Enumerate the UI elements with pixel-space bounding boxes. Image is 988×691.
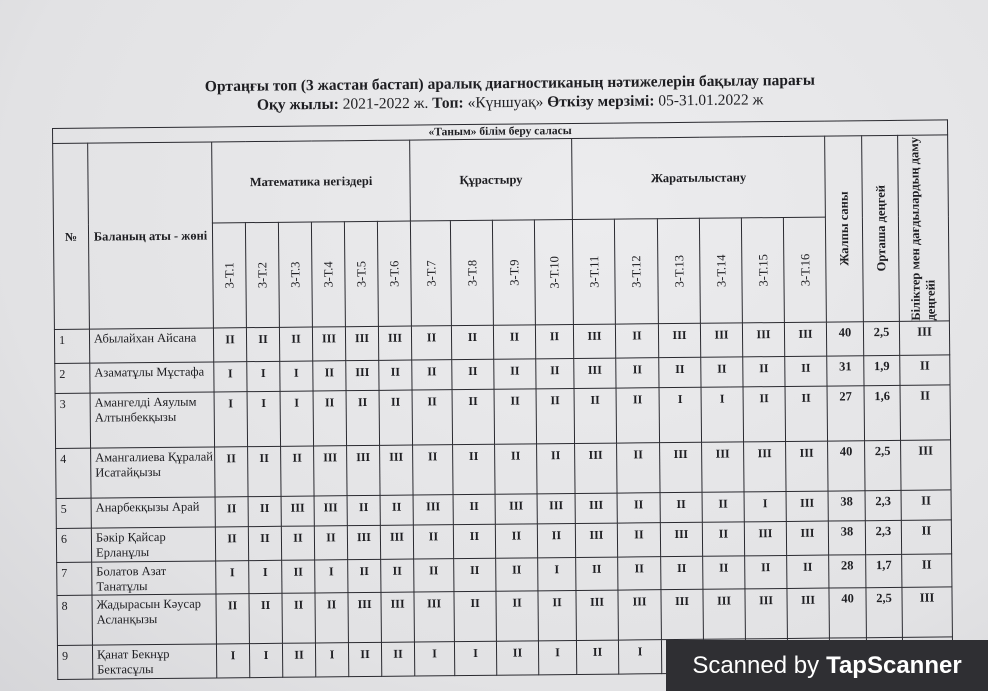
col-total-header	[825, 136, 864, 322]
task-mark: III	[380, 445, 413, 495]
task-label: 3-Т.14	[713, 254, 729, 287]
group-nature-header: Жаратылыстану	[572, 136, 826, 219]
task-mark: I	[280, 391, 314, 446]
task-mark: II	[282, 593, 315, 643]
task-mark: II	[701, 357, 743, 387]
col-number-header: №	[53, 143, 90, 329]
task-mark: II	[454, 558, 496, 591]
total-score: 38	[828, 521, 865, 555]
task-mark: III	[787, 588, 829, 638]
task-mark: III	[314, 446, 347, 496]
skills-level: III	[902, 587, 952, 637]
watermark-prefix: Scanned by	[692, 651, 820, 679]
average-level: 1,7	[866, 554, 902, 587]
skills-level: III	[901, 440, 951, 490]
average-level: 2,3	[865, 490, 901, 520]
task-mark: II	[282, 560, 315, 593]
skills-level: III	[899, 321, 949, 355]
task-mark: II	[414, 559, 454, 592]
task-header	[344, 221, 378, 326]
task-mark: III	[658, 323, 700, 357]
task-mark: II	[495, 444, 537, 494]
col-total-label: Жалпы саны	[836, 191, 852, 267]
task-mark: II	[496, 558, 538, 591]
task-mark: III	[414, 592, 454, 642]
task-header	[377, 221, 411, 326]
task-mark: II	[616, 358, 659, 388]
task-mark: II	[452, 359, 494, 389]
task-mark: II	[745, 555, 787, 588]
task-mark: II	[703, 556, 745, 589]
task-mark: II	[453, 444, 495, 494]
average-level: 1,9	[864, 355, 900, 385]
task-mark: III	[742, 322, 784, 356]
task-mark: I	[618, 640, 661, 674]
task-mark: III	[618, 590, 661, 640]
task-mark: II	[451, 325, 493, 359]
task-mark: III	[346, 360, 379, 390]
task-mark: I	[247, 391, 281, 446]
task-mark: I	[659, 387, 702, 442]
col-name-header: Баланың аты - жөні	[88, 142, 214, 329]
task-header	[614, 219, 658, 324]
task-mark: III	[703, 589, 745, 639]
group-math-header: Математика негіздері	[212, 140, 411, 223]
task-header	[245, 222, 279, 327]
table-row	[56, 440, 951, 499]
task-header	[212, 223, 246, 328]
task-mark: II	[215, 527, 248, 561]
task-mark: III	[786, 521, 828, 555]
task-label: 3-Т.4	[321, 261, 336, 288]
child-name: Азаматұлы Мұстафа	[90, 362, 214, 393]
task-mark: I	[249, 643, 282, 677]
task-mark: III	[576, 590, 618, 640]
area-header: «Таным» білім беру саласы	[53, 120, 948, 144]
task-mark: II	[248, 496, 281, 526]
child-name: Бәкір Қайсар Ерланұлы	[91, 527, 215, 562]
row-number: 1	[54, 329, 89, 363]
scanner-watermark	[666, 640, 988, 691]
total-score: 40	[828, 441, 865, 491]
child-name: Амангелді Аяулым Алтынбекқызы	[90, 392, 215, 448]
task-mark: II	[213, 328, 246, 362]
row-number: 9	[57, 645, 92, 679]
task-mark: II	[617, 493, 660, 523]
task-mark: II	[215, 497, 248, 527]
task-mark: I	[216, 644, 249, 678]
year-label: Оқу жылы:	[256, 95, 339, 114]
task-mark: I	[454, 641, 496, 675]
average-level: 2,5	[866, 587, 902, 637]
task-mark: III	[660, 522, 702, 556]
row-number: 6	[56, 528, 91, 562]
task-mark: I	[249, 560, 282, 593]
row-number: 7	[57, 562, 92, 595]
task-label: 3-Т.9	[506, 259, 522, 286]
task-header	[311, 222, 345, 327]
skills-level: II	[900, 355, 950, 385]
task-mark: II	[215, 447, 248, 497]
period-value: 05-31.01.2022 ж	[658, 91, 764, 110]
task-mark: II	[411, 326, 451, 360]
task-mark: II	[661, 556, 703, 589]
table-row	[57, 587, 952, 646]
task-mark: III	[700, 323, 742, 357]
row-number: 4	[56, 448, 91, 498]
period-label: Өткізу мерзімі:	[547, 92, 655, 111]
task-mark: II	[248, 526, 281, 560]
task-mark: II	[313, 391, 347, 446]
task-header	[278, 222, 312, 327]
child-name: Амангалиева Құралай Исатайқызы	[91, 447, 215, 498]
task-header	[572, 219, 615, 324]
task-mark: II	[380, 495, 413, 525]
task-mark: II	[574, 388, 617, 443]
task-mark: III	[575, 493, 617, 523]
average-level: 2,5	[863, 321, 899, 355]
task-mark: I	[247, 361, 280, 391]
child-name: Абылайхан Айсана	[89, 328, 213, 363]
task-mark: II	[348, 559, 381, 592]
task-label: 3-Т.1	[222, 262, 237, 289]
task-mark: III	[537, 493, 575, 523]
task-mark: III	[380, 525, 413, 559]
total-score: 40	[826, 322, 863, 356]
average-level: 2,3	[865, 520, 901, 554]
task-label: 3-Т.7	[423, 260, 439, 287]
task-mark: III	[786, 491, 828, 521]
total-score: 31	[827, 356, 864, 386]
task-mark: II	[660, 492, 702, 522]
task-mark: II	[216, 594, 249, 644]
task-mark: I	[744, 491, 786, 521]
task-mark: II	[702, 492, 744, 522]
task-label: 3-Т.15	[755, 253, 771, 287]
task-mark: II	[246, 327, 279, 361]
task-mark: II	[313, 361, 346, 391]
task-mark: II	[616, 388, 660, 443]
task-mark: II	[536, 389, 575, 444]
task-header	[783, 217, 826, 322]
task-mark: II	[413, 445, 453, 495]
task-mark: II	[536, 359, 574, 389]
task-mark: II	[412, 360, 452, 390]
group-value: «Күншуақ»	[467, 93, 544, 112]
task-mark: II	[381, 642, 414, 676]
task-mark: II	[454, 591, 496, 641]
task-mark: III	[314, 496, 347, 526]
group-construction-header: Құрастыру	[410, 139, 573, 222]
col-level-label: Біліктер мен дағдылардың даму деңгейі	[906, 136, 938, 321]
skills-level: II	[901, 490, 951, 520]
task-header	[534, 220, 573, 325]
child-name: Жадырасын Кәусар Асланқызы	[92, 594, 216, 645]
task-label: 3-Т.3	[288, 261, 303, 288]
diagnostic-sheet	[52, 119, 953, 680]
task-mark: II	[785, 386, 828, 441]
skills-level: II	[901, 520, 951, 554]
total-score: 27	[827, 386, 865, 441]
task-mark: II	[617, 523, 660, 557]
task-mark: II	[495, 524, 537, 558]
task-mark: II	[281, 446, 314, 496]
task-mark: I	[414, 642, 454, 676]
task-mark: III	[347, 445, 380, 495]
task-mark: I	[701, 387, 744, 442]
task-mark: III	[345, 326, 378, 360]
task-mark: III	[281, 496, 314, 526]
task-mark: I	[315, 560, 348, 593]
row-number: 8	[57, 595, 92, 645]
task-mark: II	[617, 443, 660, 493]
child-name: Болатов Азат Танатұлы	[92, 561, 216, 595]
task-mark: I	[315, 643, 348, 677]
task-mark: II	[315, 593, 348, 643]
task-mark: II	[618, 557, 661, 590]
task-mark: II	[348, 642, 381, 676]
task-mark: I	[214, 362, 247, 392]
task-label: 3-Т.6	[387, 260, 402, 287]
task-mark: II	[496, 591, 538, 641]
task-mark: II	[743, 386, 786, 441]
task-mark: II	[453, 524, 495, 558]
task-header	[741, 217, 784, 322]
task-mark: I	[538, 557, 576, 590]
task-header	[699, 218, 742, 323]
task-mark: II	[413, 525, 453, 559]
row-number: 5	[56, 498, 91, 528]
task-mark: I	[538, 640, 576, 674]
task-label: 3-Т.8	[464, 259, 480, 287]
group-label: Топ:	[432, 94, 464, 112]
task-mark: II	[494, 389, 537, 444]
task-mark: II	[537, 523, 575, 557]
task-mark: III	[744, 521, 786, 555]
task-mark: II	[702, 522, 744, 556]
task-mark: II	[347, 495, 380, 525]
task-mark: III	[347, 525, 380, 559]
watermark-brand: TapScanner	[826, 651, 962, 679]
task-mark: I	[214, 392, 248, 447]
task-header	[450, 220, 493, 325]
task-header	[657, 218, 700, 323]
task-header	[492, 220, 535, 325]
task-mark: III	[574, 358, 616, 388]
task-mark: II	[314, 526, 347, 560]
task-mark: II	[785, 356, 827, 386]
task-mark: II	[412, 390, 453, 445]
average-level: 1,6	[864, 385, 901, 440]
skills-level: II	[902, 554, 952, 587]
child-name: Қанат Бекнұр Бектасұлы	[92, 644, 216, 679]
document-title-block	[130, 70, 890, 116]
document-title: Ортаңғы топ (3 жастан бастап) аралық диагностиканың нәтижелерін бақылау парағы	[204, 71, 815, 96]
table-row	[55, 385, 950, 449]
task-mark: II	[452, 389, 495, 444]
task-mark: II	[576, 557, 618, 590]
task-mark: II	[576, 640, 618, 674]
task-mark: II	[281, 526, 314, 560]
total-score: 38	[828, 491, 865, 521]
task-mark: III	[786, 441, 828, 491]
task-mark: II	[493, 325, 535, 359]
task-mark: III	[745, 588, 787, 638]
task-mark: III	[381, 592, 414, 642]
task-mark: II	[379, 360, 412, 390]
task-mark: III	[573, 324, 615, 358]
total-score: 28	[829, 555, 866, 588]
task-mark: II	[659, 357, 701, 387]
task-label: 3-Т.12	[629, 255, 644, 288]
task-mark: III	[575, 523, 617, 557]
task-mark: II	[379, 390, 413, 445]
task-label: 3-Т.11	[586, 255, 602, 288]
task-mark: III	[495, 494, 537, 524]
task-mark: III	[661, 589, 703, 639]
task-label: 3-Т.13	[671, 254, 687, 288]
col-level-header	[898, 135, 950, 321]
task-label: 3-Т.2	[255, 261, 270, 289]
task-mark: III	[575, 443, 617, 493]
year-value: 2021-2022 ж.	[342, 94, 429, 113]
task-mark: III	[312, 327, 345, 361]
task-mark: II	[537, 443, 575, 493]
task-mark: I	[216, 561, 249, 594]
average-level: 2,5	[865, 440, 901, 490]
row-number: 2	[55, 363, 90, 393]
task-mark: III	[660, 442, 702, 492]
child-name: Анарбекқызы Арай	[91, 497, 215, 528]
total-score: 40	[829, 588, 866, 638]
task-mark: II	[787, 555, 829, 588]
task-mark: II	[535, 325, 573, 359]
task-mark: II	[453, 494, 495, 524]
task-label: 3-Т.5	[354, 260, 369, 288]
task-mark: II	[381, 559, 414, 592]
task-mark: II	[346, 390, 380, 445]
task-label: 3-Т.10	[546, 255, 562, 289]
task-mark: II	[249, 593, 282, 643]
skills-level: II	[900, 385, 951, 440]
col-average-label: Орташа деңгей	[873, 185, 888, 272]
task-mark: II	[494, 359, 536, 389]
task-mark: III	[744, 441, 786, 491]
task-mark: III	[413, 495, 453, 525]
task-mark: II	[279, 327, 312, 361]
results-table	[52, 119, 953, 680]
task-mark: II	[615, 324, 658, 358]
task-mark: II	[496, 641, 538, 675]
row-number: 3	[55, 393, 91, 448]
task-mark: I	[280, 361, 313, 391]
task-mark: III	[784, 322, 826, 356]
task-mark: III	[348, 592, 381, 642]
task-label: 3-Т.16	[797, 253, 813, 287]
task-mark: III	[702, 442, 744, 492]
col-average-header	[862, 135, 900, 321]
task-mark: III	[378, 326, 411, 360]
task-mark: II	[538, 590, 576, 640]
task-mark: II	[282, 643, 315, 677]
task-mark: II	[248, 446, 281, 496]
task-mark: II	[743, 356, 785, 386]
task-header	[410, 221, 451, 326]
